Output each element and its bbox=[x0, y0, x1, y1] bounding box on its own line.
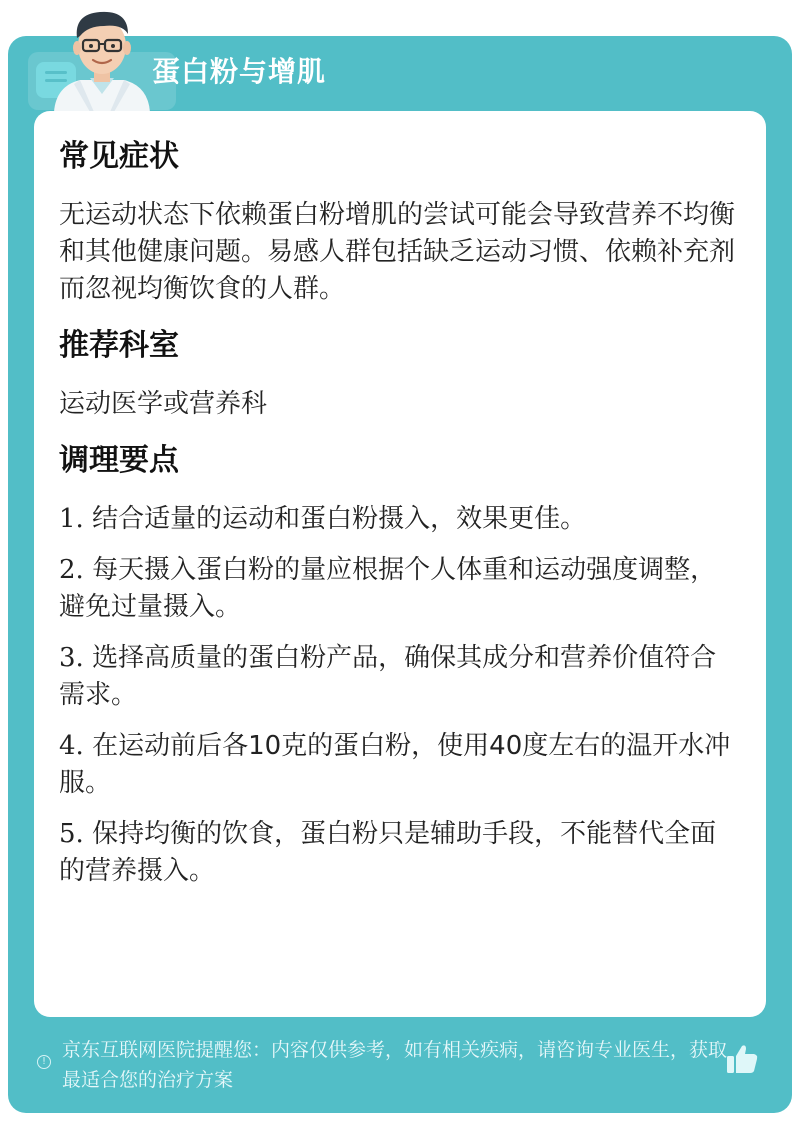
footer-disclaimer: 京东互联网医院提醒您：内容仅供参考，如有相关疾病，请咨询专业医生，获取最适合您的治疗方案 bbox=[62, 1039, 728, 1091]
care-item-3 bbox=[59, 640, 739, 714]
care-item-text: 保持均衡的饮食，蛋白粉只是辅助手段，不能替代全面的营养摄入。 bbox=[59, 819, 717, 886]
care-item-number: 1. bbox=[59, 504, 84, 534]
symptoms-text: 无运动状态下依赖蛋白粉增肌的尝试可能会导致营养不均衡和其他健康问题。易感人群包括缺乏运动习惯、依赖补充剂而忽视均衡饮食的人群。 bbox=[59, 200, 736, 304]
care-item-5 bbox=[59, 816, 739, 890]
care-item-number: 4. bbox=[59, 731, 84, 761]
care-item-2 bbox=[59, 552, 739, 626]
page-title: 蛋白粉与增肌 bbox=[152, 55, 327, 88]
care-item-text: 在运动前后各10克的蛋白粉，使用40度左右的温开水冲服。 bbox=[59, 731, 731, 798]
thumbs-up-icon[interactable] bbox=[724, 1041, 760, 1077]
content-area bbox=[59, 125, 739, 904]
symptoms-heading: 常见症状 bbox=[59, 139, 179, 174]
care-item-text: 每天摄入蛋白粉的量应根据个人体重和运动强度调整，避免过量摄入。 bbox=[59, 555, 717, 622]
doctor-avatar-icon bbox=[50, 2, 154, 112]
info-icon: ! bbox=[37, 1055, 51, 1069]
care-item-4 bbox=[59, 728, 739, 802]
care-heading: 调理要点 bbox=[59, 443, 179, 478]
care-item-1 bbox=[59, 501, 739, 538]
department-text: 运动医学或营养科 bbox=[59, 389, 268, 419]
department-heading: 推荐科室 bbox=[59, 328, 179, 363]
care-item-number: 3. bbox=[59, 643, 84, 673]
care-item-number: 2. bbox=[59, 555, 84, 585]
care-item-text: 结合适量的运动和蛋白粉摄入，效果更佳。 bbox=[83, 504, 587, 534]
care-item-number: 5. bbox=[59, 819, 84, 849]
care-item-text: 选择高质量的蛋白粉产品，确保其成分和营养价值符合需求。 bbox=[59, 643, 717, 710]
